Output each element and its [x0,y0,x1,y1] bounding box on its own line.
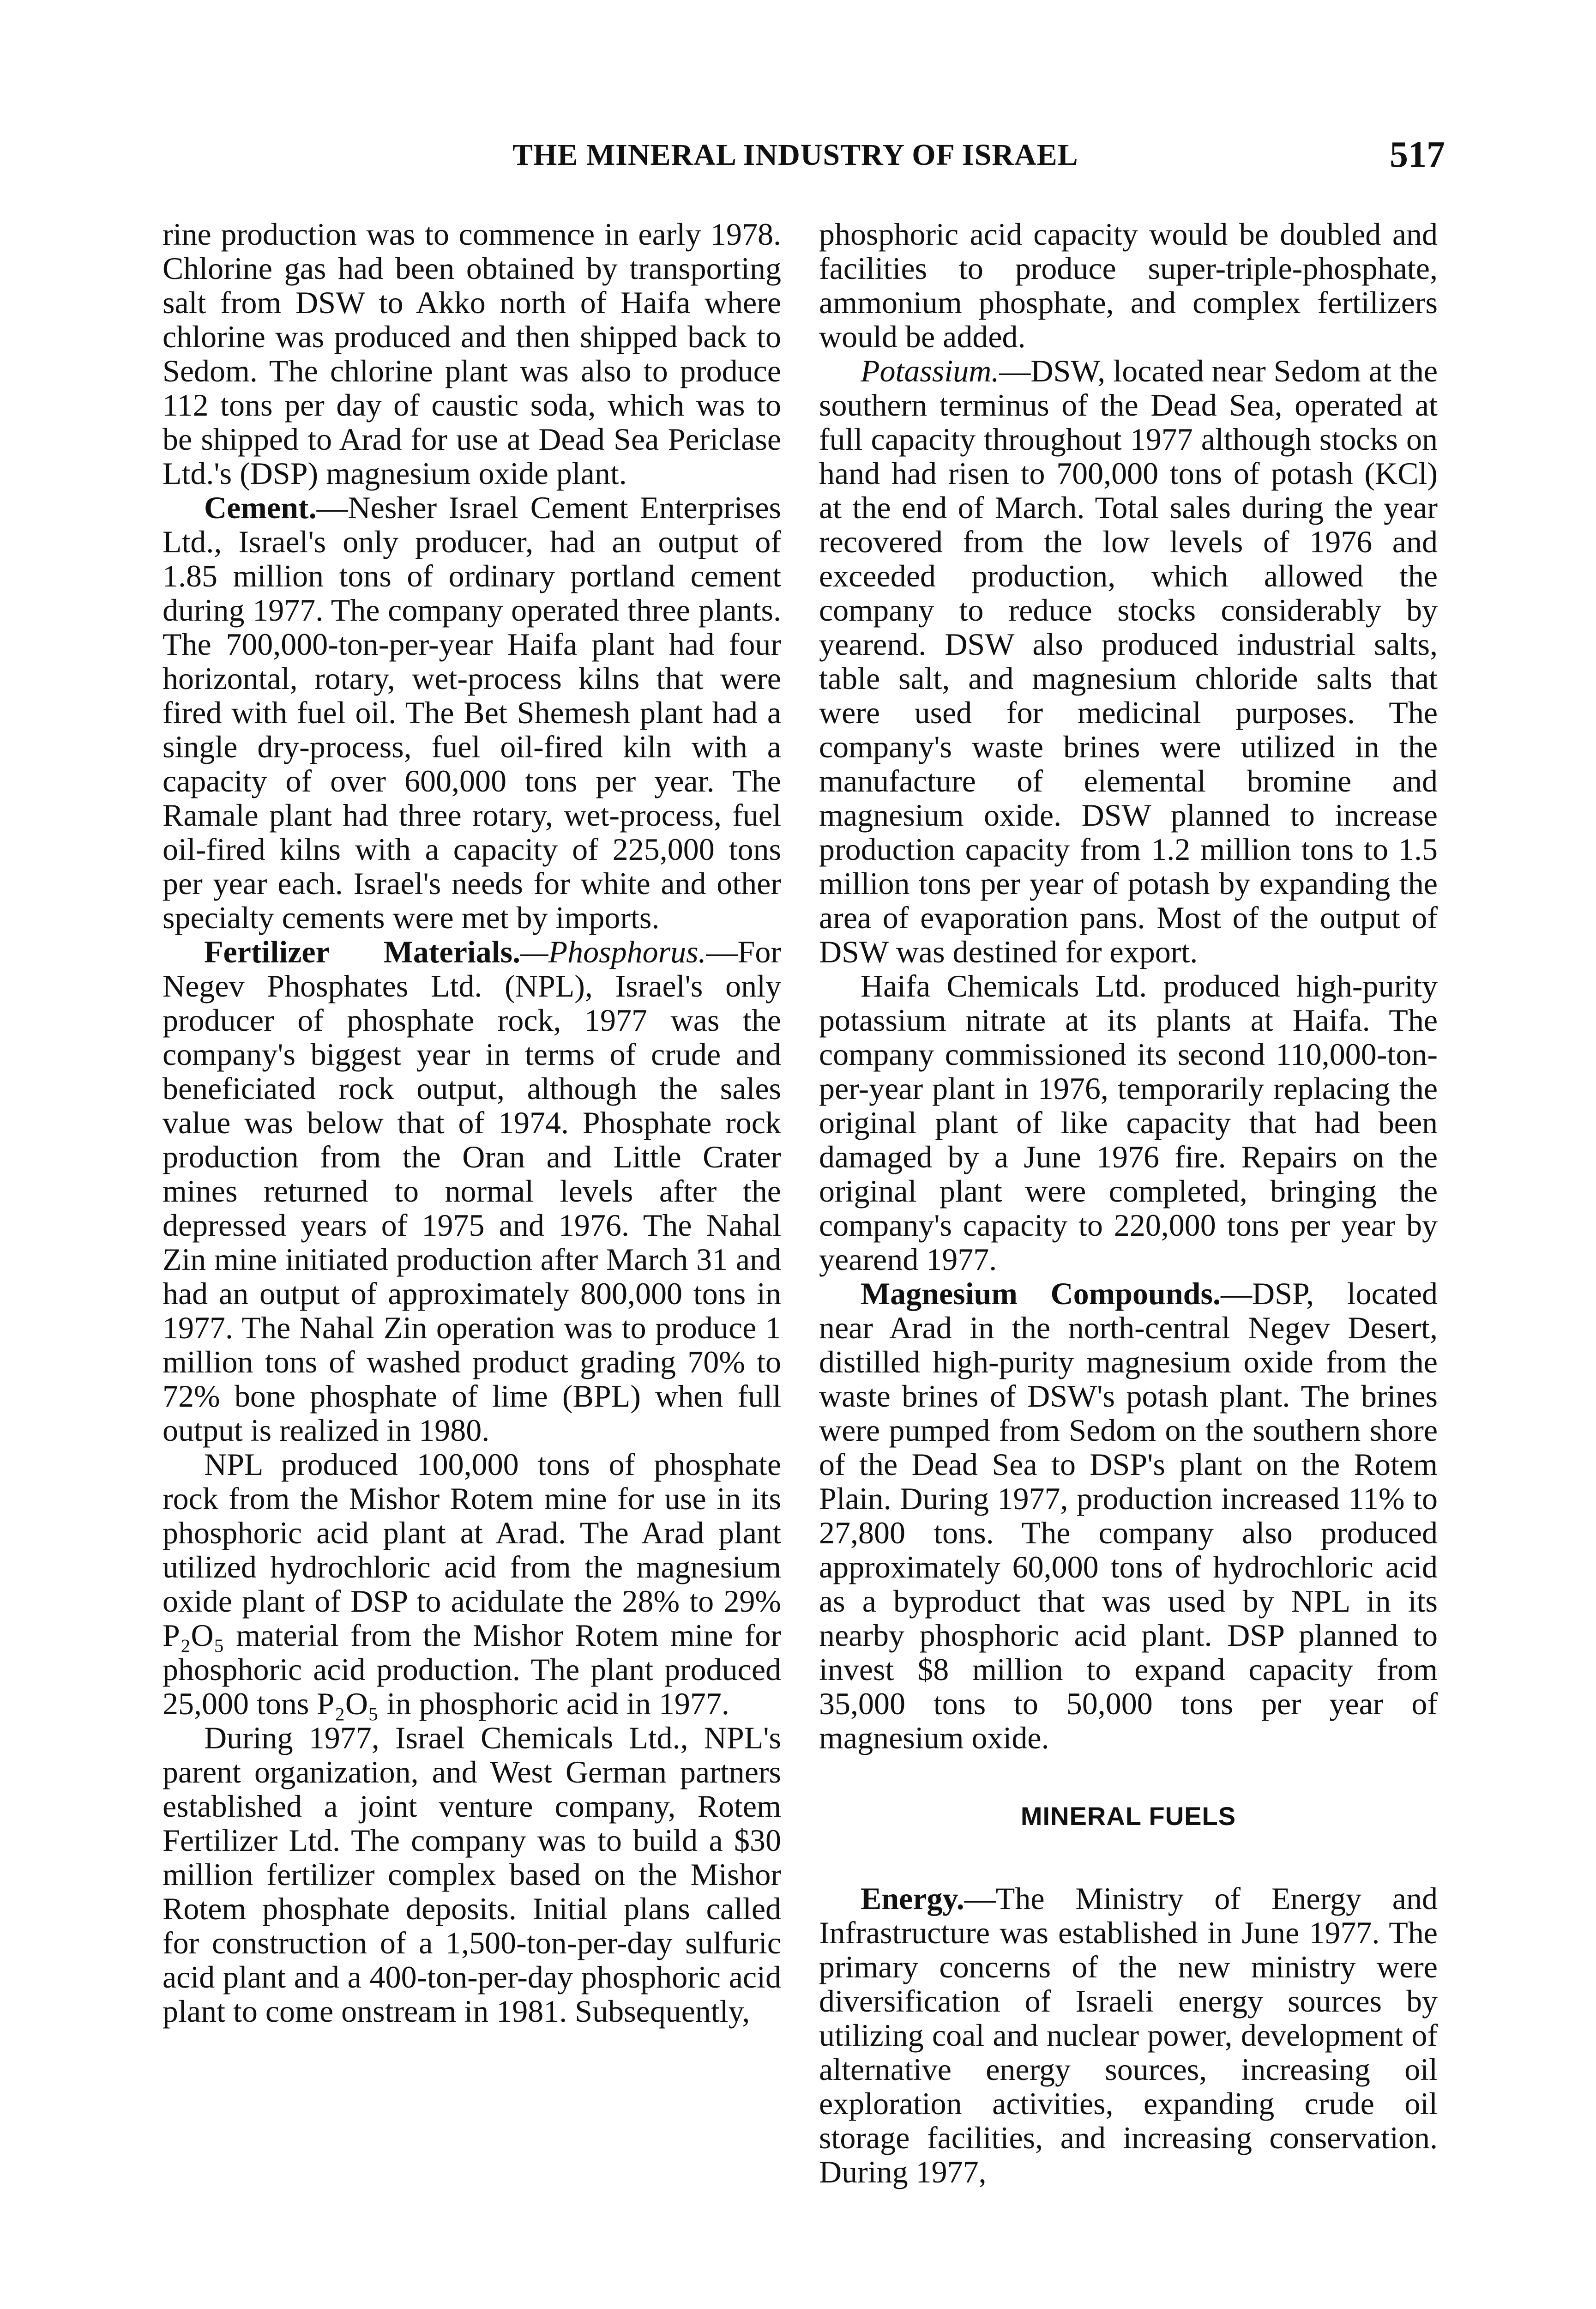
cement-heading: Cement. [204,490,317,525]
left-column [163,217,781,2028]
rotem-text: During 1977, Israel Chemicals Ltd., NPL's parent organization, and West German partners established a joint venture company, Rotem Fertilizer Ltd. The company was to build a $30 million fertilizer complex based on the Mishor Rotem phosphate deposits. Initial plans called for construction of a 1,500-ton-per-day sulfuric acid plant and a 400-ton-per-day phosphoric acid plant to come onstream in 1981. Subsequently, [163,1720,781,2029]
paragraph-fertilizer [163,935,781,1447]
paragraph-potassium [819,354,1438,969]
paragraph-rotem [163,1721,781,2028]
paragraph-haifa-chemicals [819,969,1438,1276]
energy-heading: Energy. [861,1881,964,1916]
paragraph-chlorine-text: rine production was to commence in early 1978. Chlorine gas had been obtained by transporting salt from DSW to Akko north of Haifa where chlorine was produced and then shipped back to Sedom. The chlorine plant was also to produce 112 tons per day of caustic soda, which was to be shipped to Arad for use at Dead Sea Periclase Ltd.'s (DSP) magnesium oxide plant. [163,217,781,491]
potassium-subheading: Potassium. [861,353,1000,388]
page-number: 517 [1390,134,1445,175]
phosphoric-continued-text: phosphoric acid capacity would be doubled and facilities to produce super-triple-phosphate, ammonium phosphate, and complex fertilizers would be added. [819,217,1438,354]
section-heading-mineral-fuels: MINERAL FUELS [1020,1801,1236,1831]
fertilizer-heading: Fertilizer Materials. [204,934,521,969]
paragraph-chlorine [163,217,781,490]
potassium-text: —DSW, located near Sedom at the southern terminus of the Dead Sea, operated at full capacity throughout 1977 although stocks on hand had risen to 700,000 tons of potash (KCl) at the end of March. Total sales during the year recovered from the low levels of 1976 and exceeded production, which allowed the company to reduce stocks considerably by yearend. DSW also produced industrial salts, table salt, and magnesium chloride salts that were used for medicinal purposes. The company's waste brines were utilized in the manufacture of elemental bromine and magnesium oxide. DSW planned to increase production capacity from 1.2 million tons to 1.5 million tons per year of potash by expanding the area of evaporation pans. Most of the output of DSW was destined for export. [819,353,1438,969]
running-title: THE MINERAL INDUSTRY OF ISRAEL [512,138,1078,172]
haifa-chemicals-text: Haifa Chemicals Ltd. produced high-purity potassium nitrate at its plants at Haifa. The company commissioned its second 110,000-ton-per-year plant in 1976, temporarily replacing the original plant of like capacity that had been damaged by a June 1976 fire. Repairs on the original plant were completed, bringing the company's capacity to 220,000 tons per year by yearend 1977. [819,968,1438,1277]
paragraph-magnesium [819,1276,1438,1755]
right-column [819,217,1438,2189]
magnesium-heading: Magnesium Compounds. [861,1276,1221,1311]
energy-text: —The Ministry of Energy and Infrastructure was established in June 1977. The primary concerns of the new ministry were diversification of Israeli energy sources by utilizing coal and nuclear power, development of alternative energy sources, increasing oil exploration activities, expanding crude oil storage facilities, and increasing conservation. During 1977, [819,1881,1438,2189]
paragraph-cement [163,490,781,935]
phosphorus-subheading: —Phosphorus. [520,934,706,969]
paragraph-npl [163,1447,781,1721]
npl-text: NPL produced 100,000 tons of phosphate rock from the Mishor Rotem mine for use in its phosphoric acid plant at Arad. The Arad plant utilized hydrochloric acid from the magnesium oxide plant of DSP to acidulate the 28% to 29% P₂O₅ material from the Mishor Rotem mine for phosphoric acid production. The plant produced 25,000 tons P₂O₅ in phosphoric acid in 1977. [163,1447,781,1721]
cement-text: —Nesher Israel Cement Enterprises Ltd., Israel's only producer, had an output of 1.85 million tons of ordinary portland cement during 1977. The company operated three plants. The 700,000-ton-per-year Haifa plant had four horizontal, rotary, wet-process kilns that were fired with fuel oil. The Bet Shemesh plant had a single dry-process, fuel oil-fired kiln with a capacity of over 600,000 tons per year. The Ramale plant had three rotary, wet-process, fuel oil-fired kilns with a capacity of 225,000 tons per year each. Israel's needs for white and other specialty cements were met by imports. [163,490,781,935]
paragraph-energy [819,1881,1438,2189]
fertilizer-text: —For Negev Phosphates Ltd. (NPL), Israel's only producer of phosphate rock, 1977 was the company's biggest year in terms of crude and beneficiated rock output, although the sales value was below that of 1974. Phosphate rock production from the Oran and Little Crater mines returned to normal levels after the depressed years of 1975 and 1976. The Nahal Zin mine initiated production after March 31 and had an output of approximately 800,000 tons in 1977. The Nahal Zin operation was to produce 1 million tons of washed product grading 70% to 72% bone phosphate of lime (BPL) when full output is realized in 1980. [163,934,781,1448]
magnesium-text: —DSP, located near Arad in the north-central Negev Desert, distilled high-purity magnesium oxide from the waste brines of DSW's potash plant. The brines were pumped from Sedom on the southern shore of the Dead Sea to DSP's plant on the Rotem Plain. During 1977, production increased 11% to 27,800 tons. The company also produced approximately 60,000 tons of hydrochloric acid as a byproduct that was used by NPL in its nearby phosphoric acid plant. DSP planned to invest $8 million to expand capacity from 35,000 tons to 50,000 tons per year of magnesium oxide. [819,1276,1438,1755]
paragraph-phosphoric-continued [819,217,1438,354]
